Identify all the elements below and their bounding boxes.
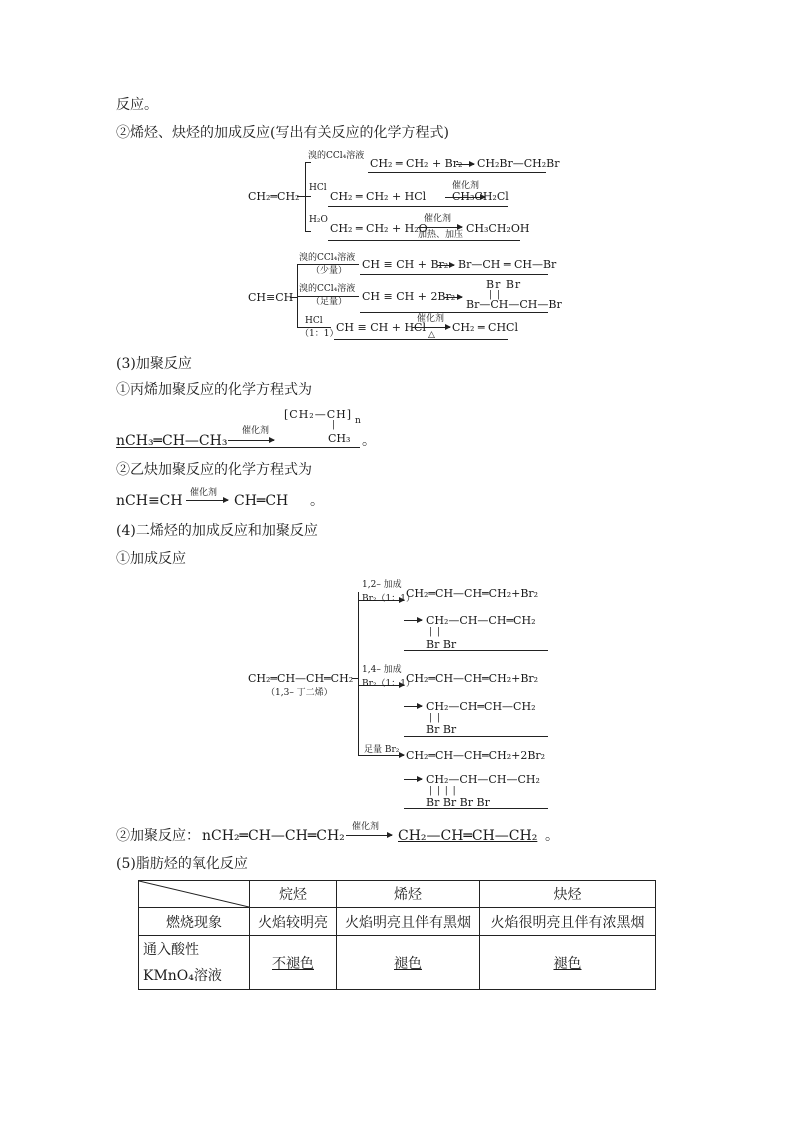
diene-branch3-label: 足量 Br₂ [364, 745, 400, 755]
table-row-label-line2: KMnO₄溶液 [143, 967, 222, 984]
ethyne-branch3-condition: △ [428, 330, 435, 340]
table-cell-value: 褪色 [553, 955, 582, 972]
propene-polymer-lhs: nCH₃═CH—CH₃ [116, 433, 228, 449]
ethene-branch3-catalyst: 催化剂 [424, 214, 452, 224]
reaction-arrow [404, 706, 422, 707]
propene-polymer-product-top: [CH₂—CH] [284, 408, 353, 421]
diene-reactant-name: （1,3– 丁二烯） [266, 688, 333, 698]
table-cell-value: 褪色 [394, 955, 422, 972]
diene-polymer-lhs: nCH₂═CH—CH═CH₂ [202, 828, 345, 844]
table-cell: 火焰较明亮 [250, 908, 337, 936]
diene-branch1-br: Br Br [426, 638, 457, 651]
table-cell [337, 936, 480, 990]
section-heading-diene: (4)二烯烃的加成反应和加聚反应 [116, 523, 318, 539]
section-heading-addition: ②烯烃、炔烃的加成反应(写出有关反应的化学方程式) [116, 125, 449, 141]
diene-branch2-ratio: Br₂（1：1） [362, 679, 415, 689]
diene-branch1-ratio: Br₂（1：1） [362, 594, 415, 604]
section-heading-diene-addition: ①加成反应 [116, 551, 186, 567]
ethyne-polymer-lhs: nCH≡CH [116, 493, 183, 509]
ethene-branch1-product: CH₂Br—CH₂Br [477, 157, 560, 170]
ethene-branch2-catalyst: 催化剂 [452, 181, 480, 191]
diene-polymer-product: CH₂—CH═CH—CH₂ [398, 828, 538, 844]
diene-branch2-product: CH₂—CH═CH—CH₂ [426, 700, 536, 713]
diene-branch2-label: 1,4– 加成 [362, 665, 402, 675]
ethene-branch2-equation: CH₂ ═ CH₂ + HCl [330, 190, 427, 203]
reaction-arrow [358, 755, 404, 756]
ethyne-branch2-product: Br—CH—CH—Br [466, 298, 562, 311]
ethene-branch3-equation: CH₂ ═ CH₂ + H₂O [330, 222, 428, 235]
diene-branch1-equation: CH₂═CH—CH═CH₂+Br₂ [406, 587, 539, 600]
table-header-alkane: 烷烃 [250, 881, 337, 908]
propene-polymer-product-n: n [355, 416, 361, 426]
ethyne-branch2-product-bars: | | [489, 290, 501, 300]
ethene-branch3-condition: 加热、加压 [418, 230, 464, 240]
ethyne-branch1-sub: （少量） [311, 266, 348, 276]
diene-branch2-bars: | | [429, 713, 441, 723]
propene-polymer-catalyst: 催化剂 [242, 426, 270, 436]
reaction-arrow [228, 440, 274, 441]
ethyne-branch3-catalyst: 催化剂 [417, 314, 445, 324]
ethyne-branch2-equation: CH ≡ CH + 2Br₂ [362, 290, 456, 303]
table-row-label: 燃烧现象 [139, 908, 250, 936]
oxidation-table [138, 880, 656, 990]
text-ethyne-polymer-intro: ②乙炔加聚反应的化学方程式为 [116, 462, 312, 478]
reaction-arrow [186, 500, 228, 501]
diene-branch3-product: CH₂—CH—CH—CH₂ [426, 773, 540, 786]
diene-polymer-catalyst: 催化剂 [352, 822, 380, 832]
diene-branch2-br: Br Br [426, 723, 457, 736]
table-corner-cell [139, 881, 250, 908]
diene-branch3-br: Br Br Br Br [426, 796, 490, 809]
ethyne-polymer-end: 。 [310, 493, 324, 509]
reaction-arrow [438, 265, 454, 266]
table-cell [250, 936, 337, 990]
ethyne-branch3-sub: （1：1） [300, 329, 339, 339]
diene-branch3-bars: | | | | [429, 786, 457, 796]
ethyne-branch2-label: 溴的CCl₄溶液 [299, 284, 356, 294]
table-cell-value: 不褪色 [272, 955, 314, 972]
section-heading-polymerization: (3)加聚反应 [116, 356, 192, 372]
reaction-arrow [404, 779, 422, 780]
text-propene-polymer-intro: ①丙烯加聚反应的化学方程式为 [116, 382, 312, 398]
diene-polymer-end: 。 [545, 828, 559, 844]
propene-polymer-product-ch3: CH₃ [328, 432, 351, 445]
table-header-row [139, 881, 656, 908]
ethyne-branch1-product: Br—CH ═ CH—Br [458, 258, 557, 271]
reaction-arrow [404, 620, 422, 621]
reaction-arrow [346, 835, 392, 836]
diene-branch1-bars: | | [429, 627, 441, 637]
ethene-branch2-product: CH₃CH₂Cl [452, 190, 509, 203]
reaction-arrow [456, 164, 474, 165]
ethene-branch1-equation: CH₂ ═ CH₂ + Br₂ [370, 157, 463, 170]
diene-branch3-equation: CH₂═CH—CH═CH₂+2Br₂ [406, 749, 546, 762]
table-header-alkene: 烯烃 [337, 881, 480, 908]
ethene-branch3-product: CH₃CH₂OH [466, 222, 530, 235]
diagonal-line-icon [139, 881, 249, 907]
text-line-reaction: 反应。 [116, 97, 158, 113]
propene-polymer-end: 。 [362, 433, 376, 449]
ethene-branch1-label: 溴的CCl₄溶液 [308, 151, 365, 161]
ethene-reactant: CH₂═CH₂ [248, 190, 300, 203]
reaction-arrow [412, 327, 450, 328]
ethyne-reactant: CH≡CH [248, 291, 294, 304]
ethyne-polymer-product: CH═CH [234, 493, 289, 509]
ethyne-branch2-sub: （足量） [311, 297, 348, 307]
ethene-branch2-label: HCl [309, 183, 327, 193]
ethyne-polymer-catalyst: 催化剂 [190, 488, 218, 498]
ethyne-branch2-product-top: Br Br [486, 278, 522, 291]
reaction-arrow [444, 297, 462, 298]
diene-branch1-label: 1,2– 加成 [362, 580, 402, 590]
ethyne-branch1-label: 溴的CCl₄溶液 [299, 253, 356, 263]
section-heading-oxidation: (5)脂肪烃的氧化反应 [116, 856, 248, 872]
table-row-label [139, 936, 250, 990]
table-row [139, 908, 656, 936]
ethyne-branch1-equation: CH ≡ CH + Br₂ [362, 258, 449, 271]
ethyne-branch3-equation: CH ≡ CH + HCl [336, 321, 426, 334]
propene-polymer-product-bar: | [332, 420, 336, 430]
table-cell: 火焰很明亮且伴有浓黑烟 [480, 908, 656, 936]
table-header-alkyne: 炔烃 [480, 881, 656, 908]
diene-reactant: CH₂═CH—CH═CH₂ [248, 672, 354, 685]
ethyne-branch3-product: CH₂ ═ CHCl [452, 321, 518, 334]
ethene-branch3-label: H₂O [309, 215, 328, 225]
table-cell [480, 936, 656, 990]
ethyne-branch3-label: HCl [305, 316, 323, 326]
table-cell: 火焰明亮且伴有黑烟 [337, 908, 480, 936]
diene-polymer-label: ②加聚反应： [116, 828, 200, 844]
diene-branch1-product: CH₂—CH—CH═CH₂ [426, 614, 536, 627]
table-row-label-line1: 通入酸性 [143, 941, 199, 958]
diene-branch2-equation: CH₂═CH—CH═CH₂+Br₂ [406, 672, 539, 685]
table-row [139, 936, 656, 990]
reaction-arrow [418, 227, 462, 228]
